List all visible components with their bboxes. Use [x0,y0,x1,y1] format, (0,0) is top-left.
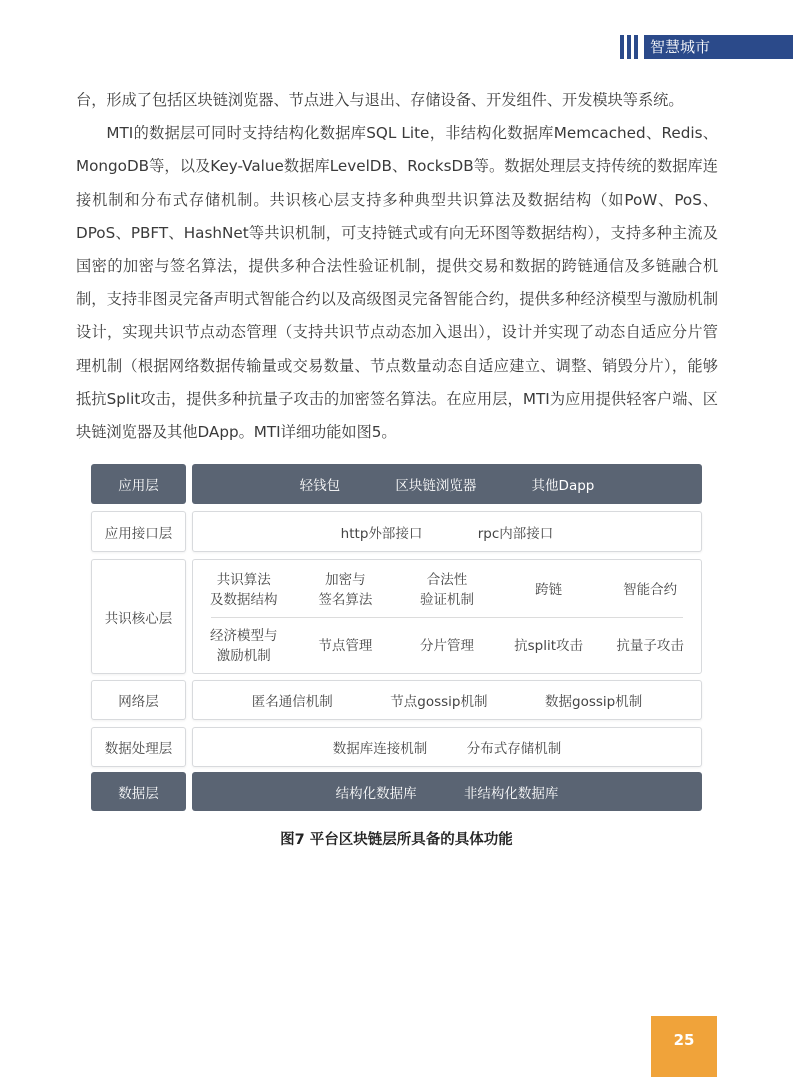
paragraph-continuation: 台，形成了包括区块链浏览器、节点进入与退出、存储设备、开发组件、开发模块等系统。 [76,91,684,109]
layer-item: http外部接口 [340,525,423,542]
consensus-item: 加密与 签名算法 [318,572,373,608]
layer-content [192,772,702,811]
layer-data [91,772,702,811]
layer-label: 应用层 [91,464,186,504]
layer-item: rpc内部接口 [477,525,554,542]
layer-data-processing [91,727,702,767]
layer-item: 轻钱包 [299,478,341,494]
layer-item: 数据库连接机制 [332,741,428,757]
layer-item: 匿名通信机制 [251,694,333,710]
page-number: 25 [651,1016,717,1077]
layer-item: 非结构化数据库 [463,785,559,802]
consensus-row [193,562,701,618]
layer-label: 数据层 [91,772,186,811]
layer-item: 区块链浏览器 [395,478,477,494]
figure-caption: 图7 平台区块链层所具备的具体功能 [280,832,513,848]
consensus-item: 抗量子攻击 [616,638,684,654]
layer-item: 节点gossip机制 [390,694,488,710]
consensus-item: 抗split攻击 [514,638,584,654]
consensus-core-grid [192,559,702,674]
paragraph-mti-layers: MTI的数据层可同时支持结构化数据库SQL Lite，非结构化数据库Memcached、Redis、MongoDB等，以及Key-Value数据库LevelDB、RocksDB等。数据处理层支持传统的数据库连接机制和分布式存储机制。共识核心层支持多种典型共识算法及数据结构（如PoW、PoS、DPoS、PBFT、HashNet等共识机制，可支持链式或有向无环图等数据结构），支持多种主流及国密的加密与签名算法，提供多种合法性验证机制，提供交易和数据的跨链通信及多链融合机制，支持非图灵完备声明式智能合约以及高级图灵完备智能合约，提供多种经济模型与激励机制设计，实现共识节点动态管理（支持共识节点动态加入退出），设计并实现了动态自适应分片管理机制（根据网络数据传输量或交易数量、节点数量动态自适应建立、调整、销毁分片），能够抵抗Split攻击，提供多种抗量子攻击的加密签名算法。在应用层，MTI为应用提供轻客户端、区块链浏览器及其他DApp。MTI详细功能如图5。 [76,124,718,442]
layer-item: 数据gossip机制 [545,694,643,710]
layer-label: 共识核心层 [91,559,186,674]
layer-application [91,464,702,504]
consensus-item: 合法性 验证机制 [419,572,474,608]
layer-item: 结构化数据库 [335,785,417,802]
consensus-item: 经济模型与 激励机制 [210,628,278,664]
layer-network [91,680,702,720]
layer-item: 其他Dapp [531,478,595,494]
layer-content [192,680,702,720]
layer-consensus-core [91,559,702,674]
layer-content [192,727,702,767]
layer-item: 分布式存储机制 [466,741,562,757]
layer-label: 应用接口层 [91,511,186,552]
consensus-item: 共识算法 及数据结构 [210,572,278,608]
body-text [76,84,718,449]
layer-label: 网络层 [91,680,186,720]
consensus-item: 跨链 [535,582,563,598]
consensus-item: 智能合约 [623,582,678,598]
layer-content [192,464,702,504]
layer-content [192,511,702,552]
consensus-item: 分片管理 [419,638,474,654]
header-section-title: 智慧城市 [644,35,793,59]
consensus-row [193,618,701,674]
consensus-item: 节点管理 [318,638,373,654]
layer-application-interface [91,511,702,552]
layer-label: 数据处理层 [91,727,186,767]
